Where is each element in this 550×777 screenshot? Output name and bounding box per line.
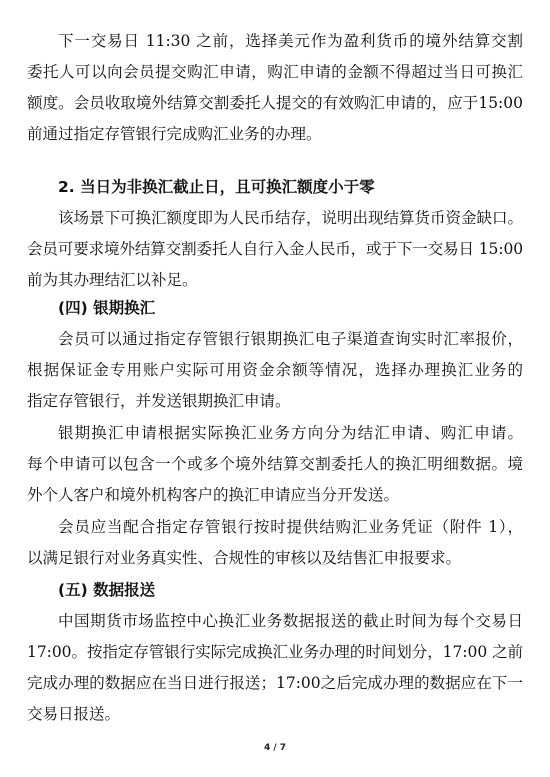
- text-line: 根据保证金专用账户实际可用资金余额等情况，选择办理换汇业务的: [27, 361, 523, 379]
- paragraph-reporting-deadline: [27, 606, 523, 730]
- section-heading-bank-futures-exchange: (四) 银期换汇: [58, 299, 156, 317]
- section-heading-non-cutoff-day: 2. 当日为非换汇截止日，且可换汇额度小于零: [58, 178, 375, 196]
- paragraph-vouchers: [27, 512, 523, 574]
- text-line: 以满足银行对业务真实性、合规性的审核以及结售汇申报要求。: [27, 549, 462, 567]
- text-line: 委托人可以向会员提交购汇申请，购汇申请的金额不得超过当日可换汇: [27, 63, 523, 81]
- paragraph-application-types: [27, 418, 523, 511]
- text-line: 交易日报送。: [27, 705, 121, 723]
- text-line: 指定存管银行，并发送银期换汇申请。: [27, 392, 291, 410]
- text-line: 外个人客户和境外机构客户的换汇申请应当分开发送。: [27, 486, 400, 504]
- text-line: 额度。会员收取境外结算交割委托人提交的有效购汇申请的，应于15:00: [27, 94, 523, 112]
- text-line: 会员可要求境外结算交割委托人自行入金人民币，或于下一交易日 15:00: [27, 240, 523, 258]
- text-line: 会员可以通过指定存管银行银期换汇电子渠道查询实时汇率报价，: [58, 330, 523, 348]
- text-line: 完成办理的数据应在当日进行报送；17:00之后完成办理的数据应在下一: [27, 674, 523, 692]
- text-line: 前通过指定存管银行完成购汇业务的办理。: [27, 125, 322, 143]
- text-line: 会员应当配合指定存管银行按时提供结购汇业务凭证（附件 1），: [58, 518, 523, 536]
- text-line: 17:00。按指定存管银行实际完成换汇业务办理的时间划分，17:00 之前: [27, 643, 523, 661]
- text-line: 前为其办理结汇以补足。: [27, 271, 198, 289]
- text-line: 中国期货市场监控中心换汇业务数据报送的截止时间为每个交易日: [58, 612, 523, 630]
- section-heading-data-reporting: (五) 数据报送: [58, 581, 156, 599]
- page-number: 4 / 7: [263, 743, 287, 753]
- text-line: 银期换汇申请根据实际换汇业务方向分为结汇申请、购汇申请。: [58, 424, 523, 442]
- paragraph-bank-channel: [27, 324, 523, 417]
- paragraph-settlement-gap: [27, 203, 523, 296]
- text-line: 每个申请可以包含一个或多个境外结算交割委托人的换汇明细数据。境: [27, 455, 523, 473]
- text-line: 该场景下可换汇额度即为人民币结存，说明出现结算货币资金缺口。: [58, 209, 523, 227]
- paragraph-purchase-application: [27, 26, 523, 150]
- text-line: 下一交易日 11:30 之前，选择美元作为盈利货币的境外结算交割: [58, 32, 523, 50]
